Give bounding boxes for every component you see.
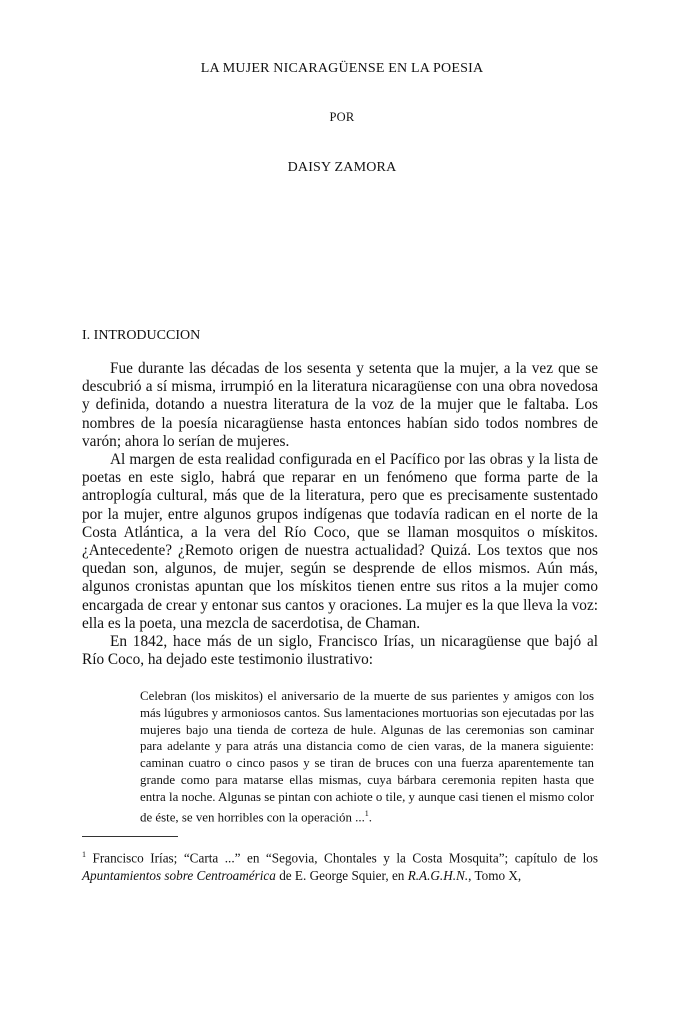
quote-text: Celebran (los miskitos) el aniversario de la muerte de sus parientes y amigos con los más lúgubres y armoniosos cantos. Sus lamentaciones mortuorias son ejecutadas por las mujeres bajo una tienda de corteza de hule. Algunas de las ceremonias son caminar para adelante y para atrás una distancia como de cien varas, de la manera siguiente: caminan cuatro o cinco pasos y se tiran de bruces con una fuerza aparentemente tan grande como para matarse ellas mismas, cuya bárbara ceremonia repiten hasta que entra la noche. Algunas se pintan con achiote o tile, y aunque casi tienen el mismo color de éste, se ven horribles con la operación ...: [140, 689, 594, 824]
block-quote: Celebran (los miskitos) el aniversario de la muerte de sus parientes y amigos con los más lúgubres y armoniosos cantos. Sus lamentaciones mortuorias son ejecutadas por las mujeres bajo una tienda de corteza de hule. Algunas de las ceremonias son caminar para adelante y para atrás una distancia como de cien varas, de la manera siguiente: caminan cuatro o cinco pasos y se tiran de bruces con una fuerza aparentemente tan grande como para matarse ellas mismas, cuya bárbara ceremonia repiten hasta que entra la noche. Algunas se pintan con achiote o tile, y aunque casi tienen el mismo color de éste, se ven horribles con la operación ...$^1$.: [140, 689, 594, 824]
footnote-italic-abbrev: R.A.G.H.N.: [407, 868, 469, 884]
footnote-text-2: de E. George Squier, en: [275, 868, 408, 884]
footnote-text-1: Francisco Irías; “Carta ...” en “Segovia, Chontales y la Costa Mosquita”; capítulo de los: [86, 850, 598, 866]
section-heading: I. INTRODUCCION: [82, 328, 201, 343]
footnote-separator: [82, 836, 178, 837]
footnote-italic-title: Apuntamientos sobre Centroamérica: [82, 868, 276, 884]
author-name: DAISY ZAMORA: [287, 160, 397, 175]
paragraph-2: Al margen de esta realidad configurada en el Pacífico por las obras y la lista de poetas en este siglo, habrá que reparar en un fenómeno que forma parte de la antroplogía cultural, más que de la literatura, pero que es precisamente sustentado por la mujer, entre algunos grupos indígenas que todavía radican en el norte de la Costa Atlántica, a la vera del Río Coco, que se llaman mosquitos o mískitos. ¿Antecedente? ¿Remoto origen de nuestra actualidad? Quizá. Los textos que nos quedan son, algunos, de mujer, según se desprende de ellos mismos. Aún más, algunos cronistas apuntan que los mískitos tienen entre sus ritos a la mujer como encargada de crear y entonar sus cantos y oraciones. La mujer es la que lleva la voz: ella es la poeta, una mezcla de sacerdotisa, de Chaman.: [82, 451, 598, 632]
body-text: [82, 360, 598, 669]
footnote-marker: 1: [82, 850, 86, 859]
footnote-text-3: , Tomo X,: [468, 868, 522, 884]
footnote-reference: 1: [364, 808, 369, 818]
article-title: LA MUJER NICARAGÜENSE EN LA POESIA: [200, 61, 484, 76]
paragraph-1: Fue durante las décadas de los sesenta y setenta que la mujer, a la vez que se descubrió a sí misma, irrumpió en la literatura nicaragüense con una obra novedosa y definida, dotando a nuestra literatura de la voz de la mujer que le faltaba. Los nombres de la poesía nicaragüense hasta entonces habían sido todos nombres de varón; ahora lo serían de mujeres.: [82, 360, 598, 450]
footnote: [82, 846, 598, 885]
byline-por: POR: [329, 110, 355, 124]
paragraph-3: En 1842, hace más de un siglo, Francisco Irías, un nicaragüense que bajó al Río Coco, ha dejado este testimonio ilustrativo:: [82, 633, 598, 669]
